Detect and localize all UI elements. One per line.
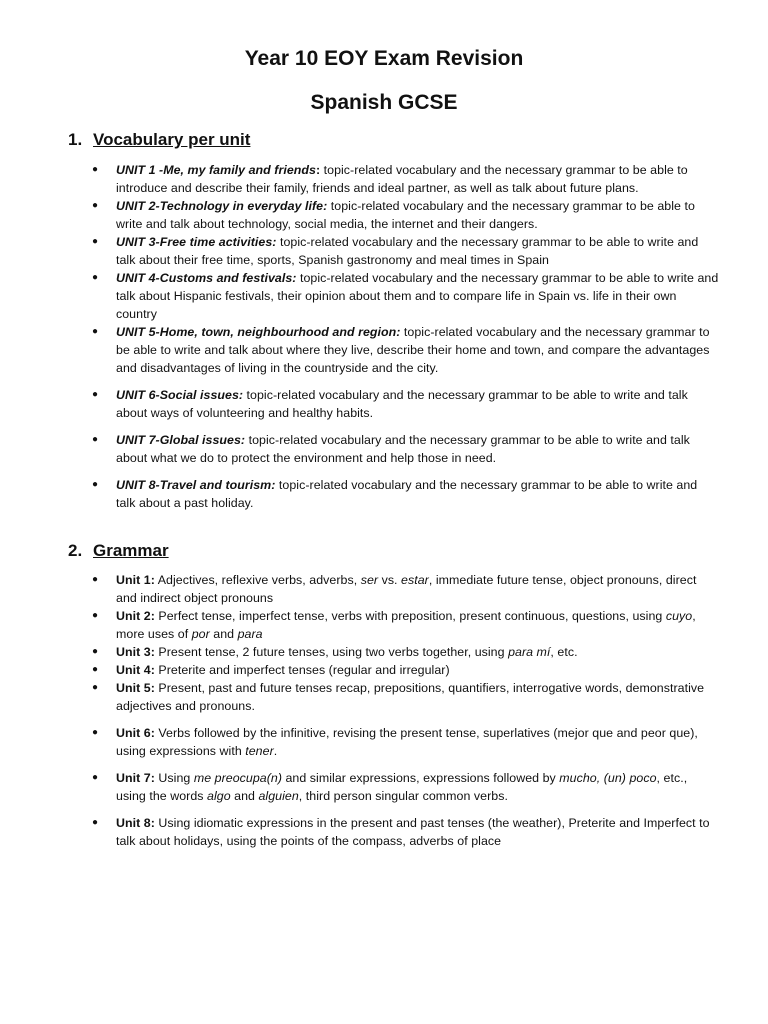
list-item: ● UNIT 6-Social issues: topic-related vocabulary and the necessary grammar to be able to write and talk about ways of volunteering and healthy habits. [91,388,688,420]
section-heading-vocabulary [68,130,250,150]
list-item: ● Unit 5: Present, past and future tenses recap, prepositions, quantifiers, interrogative words, demonstrative adjectives and pronouns. [91,681,705,713]
section-heading-grammar [68,541,169,561]
page-title: Year 10 EOY Exam Revision [244,47,524,70]
list-item: ● UNIT 7-Global issues: topic-related vocabulary and the necessary grammar to be able to write and talk about what we do to protect the environment and help those in need. [91,433,690,465]
bullet-icon: ● [91,479,99,490]
bullet-icon: ● [91,772,99,783]
list-item: ● UNIT 3-Free time activities: topic-related vocabulary and the necessary grammar to be able to write and talk about their free time, sports, Spanish gastronomy and meal times in Spain [91,235,699,267]
list-item: ● UNIT 2-Technology in everyday life: topic-related vocabulary and the necessary grammar to be able to write and talk about technology, social media, the internet and their dangers. [91,199,695,231]
list-item: ● Unit 2: Perfect tense, imperfect tense, verbs with preposition, present continuous, questions, using cuyo, more uses of por and para [91,609,696,641]
bullet-icon: ● [91,727,99,738]
bullet-icon: ● [91,326,99,337]
bullet-icon: ● [91,610,99,621]
list-item: ● Unit 7: Using me preocupa(n) and similar expressions, expressions followed by mucho, (un) poco, etc., using the words algo and alguien, third person singular common verbs. [91,771,688,803]
bullet-icon: ● [91,200,99,211]
section-title: Vocabulary per unit [93,130,251,149]
bullet-icon: ● [91,164,99,175]
bullet-icon: ● [91,434,99,445]
list-item: ● Unit 1: Adjectives, reflexive verbs, adverbs, ser vs. estar, immediate future tense, object pronouns, direct and indirect object pronouns [91,573,697,605]
list-item: ● Unit 3: Present tense, 2 future tenses, using two verbs together, using para mí, etc. [91,645,578,659]
bullet-icon: ● [91,817,99,828]
list-item: ● Unit 8: Using idiomatic expressions in the present and past tenses (the weather), Preterite and Imperfect to talk about holidays, using the points of the compass, adverbs of place [91,816,710,848]
list-item: ● UNIT 1 -Me, my family and friends: topic-related vocabulary and the necessary grammar to be able to introduce and describe their family, friends and ideal partner, as well as talk about future plans. [91,163,688,195]
bullet-icon: ● [91,236,99,247]
list-item: ● Unit 6: Verbs followed by the infinitive, revising the present tense, superlatives (mejor que and peor que), using expressions with tener. [91,726,698,758]
bullet-icon: ● [91,646,99,657]
bullet-icon: ● [91,272,99,283]
list-item: ● UNIT 8-Travel and tourism: topic-related vocabulary and the necessary grammar to be able to write and talk about a past holiday. [91,478,698,510]
section-number: 1. [68,130,83,149]
bullet-icon: ● [91,389,99,400]
list-item: ● Unit 4: Preterite and imperfect tenses (regular and irregular) [91,663,450,677]
bullet-icon: ● [91,664,99,675]
section-number: 2. [68,541,83,560]
page-subtitle: Spanish GCSE [310,91,458,114]
bullet-icon: ● [91,574,99,585]
section-title: Grammar [93,541,169,560]
bullet-icon: ● [91,682,99,693]
vocabulary-list [90,161,720,512]
grammar-list [90,571,720,850]
list-item: ● UNIT 4-Customs and festivals: topic-related vocabulary and the necessary grammar to be able to write and talk about Hispanic festivals, their opinion about them and to compare life in Spain vs. life in their own country [91,271,719,321]
list-item: ● UNIT 5-Home, town, neighbourhood and region: topic-related vocabulary and the necessary grammar to be able to write and talk about where they live, describe their home and town, and compare the advantages and disadvantages of living in the countryside and the city. [91,325,710,375]
